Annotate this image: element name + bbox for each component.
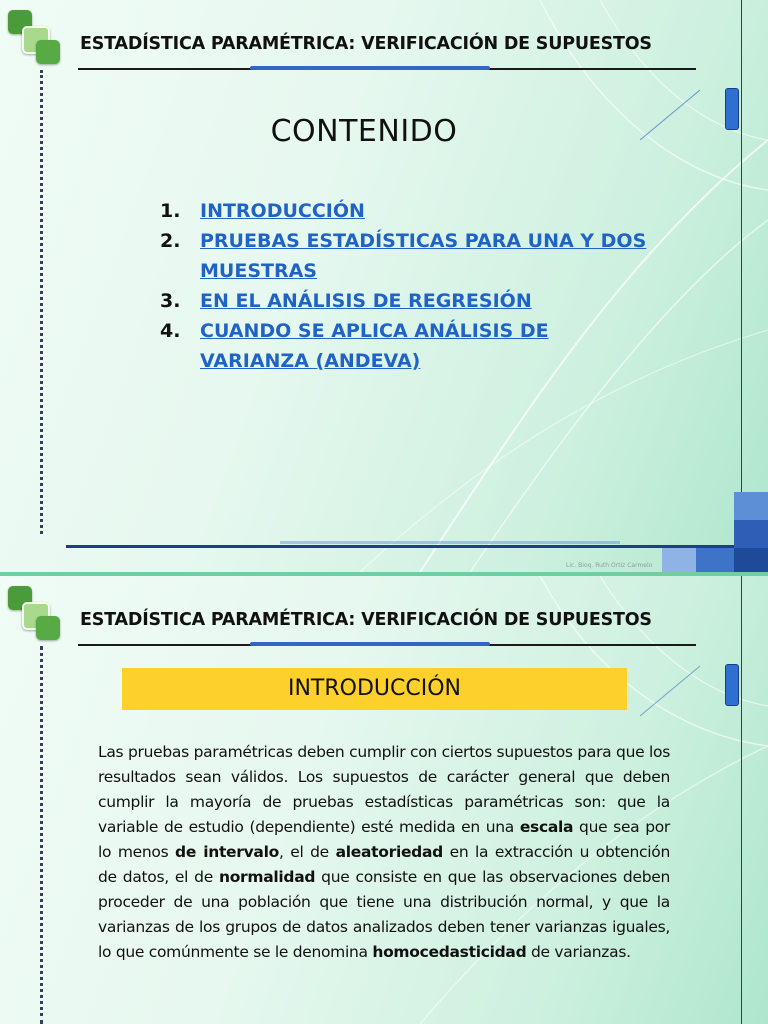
logo-squares-icon bbox=[6, 584, 62, 642]
header-title: ESTADÍSTICA PARAMÉTRICA: VERIFICACIÓN DE SUPUESTOS bbox=[80, 34, 652, 54]
footnote: Lic. Bioq. Ruth Ortiz Carmelo bbox=[566, 562, 653, 569]
right-track bbox=[741, 576, 742, 1024]
logo-squares-icon bbox=[6, 8, 62, 66]
slide-introduccion bbox=[0, 576, 768, 1024]
table-of-contents bbox=[160, 196, 660, 376]
toc-number: 3. bbox=[160, 290, 181, 312]
section-heading: INTRODUCCIÓN bbox=[122, 668, 627, 710]
toc-item[interactable] bbox=[160, 316, 660, 376]
toc-number: 2. bbox=[160, 230, 181, 252]
bottom-rule bbox=[66, 545, 766, 548]
toc-number: 1. bbox=[160, 200, 181, 222]
toc-item[interactable] bbox=[160, 196, 660, 226]
header-rule-accent bbox=[250, 642, 490, 646]
toc-link-introduccion[interactable]: INTRODUCCIÓN bbox=[200, 200, 365, 222]
toc-item[interactable] bbox=[160, 226, 660, 286]
toc-item[interactable] bbox=[160, 286, 660, 316]
header-rule-accent bbox=[250, 66, 490, 70]
intro-paragraph: Las pruebas paramétricas deben cumplir con ciertos supuestos para que los resultados sean válidos. Los supuestos de carácter general que deben cumplir la mayoría de pruebas estadísticas paramétricas son: que la variable de estudio (dependiente) esté medida en una escala que sea por lo menos de intervalo, el de aleatoriedad en la extracción u obtención de datos, el de normalidad que consiste en que las observaciones deben proceder de una población que tiene una distribución normal, y que la varianzas de los grupos de datos analizados deben tener varianzas iguales, lo que comúnmente se le denomina homocedasticidad de varianzas. bbox=[98, 743, 671, 961]
toc-link-pruebas[interactable]: PRUEBAS ESTADÍSTICAS PARA UNA Y DOS MUESTRAS bbox=[200, 230, 647, 282]
right-track bbox=[741, 0, 742, 500]
toc-number: 4. bbox=[160, 320, 181, 342]
right-slider-knob bbox=[725, 664, 739, 706]
toc-link-andeva[interactable]: CUANDO SE APLICA ANÁLISIS DE VARIANZA (ANDEVA) bbox=[200, 320, 549, 372]
dotted-divider bbox=[40, 646, 43, 1024]
bottom-rule-shade bbox=[280, 541, 620, 544]
toc-link-regresion[interactable]: EN EL ANÁLISIS DE REGRESIÓN bbox=[200, 290, 532, 312]
page-title: CONTENIDO bbox=[270, 114, 458, 149]
header-title: ESTADÍSTICA PARAMÉTRICA: VERIFICACIÓN DE SUPUESTOS bbox=[80, 610, 652, 630]
